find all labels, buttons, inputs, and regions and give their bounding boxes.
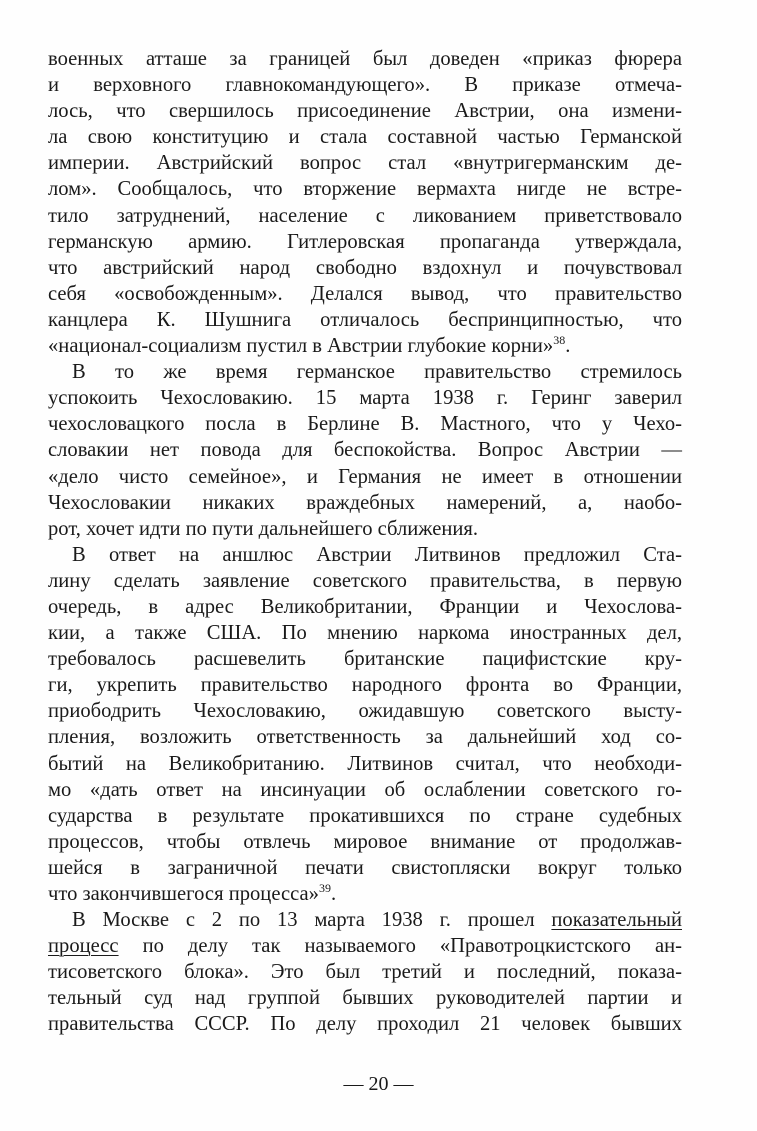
text-line-content: ла свою конституцию и стала составной частью Германской (48, 126, 682, 149)
hyperlink-show-trial[interactable]: показательный (551, 909, 682, 932)
text-line-content: В то же время германское правительство стремилось (72, 361, 682, 384)
text-line-content: успокоить Чехословакию. 15 марта 1938 г. Геринг заверил (48, 387, 682, 410)
text-line (48, 724, 682, 750)
text-line (48, 777, 682, 803)
text-line (48, 672, 682, 698)
text-line-content: империи. Австрийский вопрос стал «внутригерманским де- (48, 152, 682, 175)
text-line-content: канцлера К. Шушнига отличалось беспринципностью, что (48, 308, 682, 331)
text-line (48, 933, 682, 959)
text-line (48, 829, 682, 855)
page-number: — 20 — (343, 1073, 414, 1095)
text-line (48, 333, 682, 359)
text-line-content: очередь, в адрес Великобритании, Франции и Чехослова- (48, 595, 682, 618)
text-line-content: рот, хочет идти по пути дальнейшего сближения. (48, 517, 479, 540)
text-line-content: и верховного главнокомандующего». В приказе отмеча- (48, 74, 682, 97)
text-line (48, 176, 682, 202)
text-line (48, 751, 682, 777)
text-line-content: приободрить Чехословакию, ожидавшую советского высту- (48, 700, 682, 723)
text-line-content: лом». Сообщалось, что вторжение вермахта нигде не встре- (48, 178, 682, 201)
text-line (48, 203, 682, 229)
hyperlink-show-trial[interactable]: процесс (48, 935, 119, 958)
body-text (48, 46, 682, 1038)
text-line-content: тисоветского блока». Это был третий и последний, показа- (48, 961, 682, 984)
text-line (48, 229, 682, 255)
text-line-content: военных атташе за границей был доведен «приказ фюрера (48, 48, 682, 70)
text-line (48, 907, 682, 933)
text-line (48, 490, 682, 516)
text-line-content: что австрийский народ свободно вздохнул и почувствовал (48, 256, 682, 279)
text-line (48, 698, 682, 724)
text-line (48, 542, 682, 568)
text-line-content: что закончившегося процесса» (48, 883, 319, 905)
text-line (48, 124, 682, 150)
text-line (48, 281, 682, 307)
text-line-content: германскую армию. Гитлеровская пропаганда утверждала, (48, 230, 682, 253)
text-line-content: себя «освобожденным». Делался вывод, что правительство (48, 282, 682, 305)
text-line-tail: . (330, 883, 337, 905)
footnote-ref: 38 (553, 333, 566, 348)
text-line-content: В ответ на аншлюс Австрии Литвинов предложил Ста- (72, 543, 682, 566)
text-line (48, 359, 682, 385)
text-line-content: Чехословакии никаких враждебных намерений, а, наобо- (48, 491, 682, 514)
text-line-content: мо «дать ответ на инсинуации об ослаблении советского го- (48, 778, 682, 801)
text-line-content: кии, а также США. По мнению наркома иностранных дел, (48, 622, 682, 645)
text-line-content: требовалось расшевелить британские пацифистские кру- (48, 648, 682, 671)
text-line (48, 568, 682, 594)
footnote-ref: 39 (318, 881, 331, 896)
text-line-content: по делу так называемого «Правотроцкистского ан- (118, 935, 682, 958)
text-line-content: тельный суд над группой бывших руководителей партии и (48, 987, 682, 1010)
text-line-content: бытий на Великобританию. Литвинов считал, что необходи- (48, 752, 682, 775)
text-line (48, 385, 682, 411)
text-line (48, 594, 682, 620)
text-line (48, 855, 682, 881)
text-line (48, 803, 682, 829)
text-line (48, 646, 682, 672)
text-line-content: В Москве с 2 по 13 марта 1938 г. прошел (72, 909, 552, 932)
text-line (48, 881, 682, 907)
text-line (48, 98, 682, 124)
text-line-tail: . (565, 335, 571, 358)
text-line-content: пления, возложить ответственность за дальнейший ход со- (48, 726, 682, 749)
text-line (48, 516, 682, 542)
text-line-content: «дело чисто семейное», и Германия не имеет в отношении (48, 465, 682, 488)
text-line-content: правительства СССР. По делу проходил 21 человек бывших (48, 1013, 682, 1036)
text-line-content: шейся в заграничной печати свистопляски вокруг только (48, 856, 682, 879)
text-line (48, 959, 682, 985)
text-line-content: лину сделать заявление советского правительства, в первую (48, 569, 682, 592)
text-line (48, 620, 682, 646)
text-line (48, 464, 682, 490)
text-line (48, 411, 682, 437)
text-line (48, 1011, 682, 1037)
text-line (48, 307, 682, 333)
text-line (48, 985, 682, 1011)
text-line-content: ги, укрепить правительство народного фронта во Франции, (48, 674, 682, 697)
text-line-content: чехословацкого посла в Берлине В. Мастного, что у Чехо- (48, 413, 682, 436)
text-line (48, 150, 682, 176)
text-line-content: сударства в результате прокатившихся по стране судебных (48, 804, 682, 827)
text-line-content: словакии нет повода для беспокойства. Вопрос Австрии — (48, 439, 682, 462)
text-line (48, 437, 682, 463)
text-line-content: процессов, чтобы отвлечь мировое внимание от продолжав- (48, 830, 682, 853)
text-line-content: «национал-социализм пустил в Австрии глубокие корни» (48, 335, 554, 358)
text-line (48, 255, 682, 281)
text-line-content: тило затруднений, население с ликованием приветствовало (48, 204, 682, 227)
text-line-content: лось, что свершилось присоединение Австрии, она измени- (48, 100, 682, 123)
text-line (48, 46, 682, 72)
text-line (48, 72, 682, 98)
